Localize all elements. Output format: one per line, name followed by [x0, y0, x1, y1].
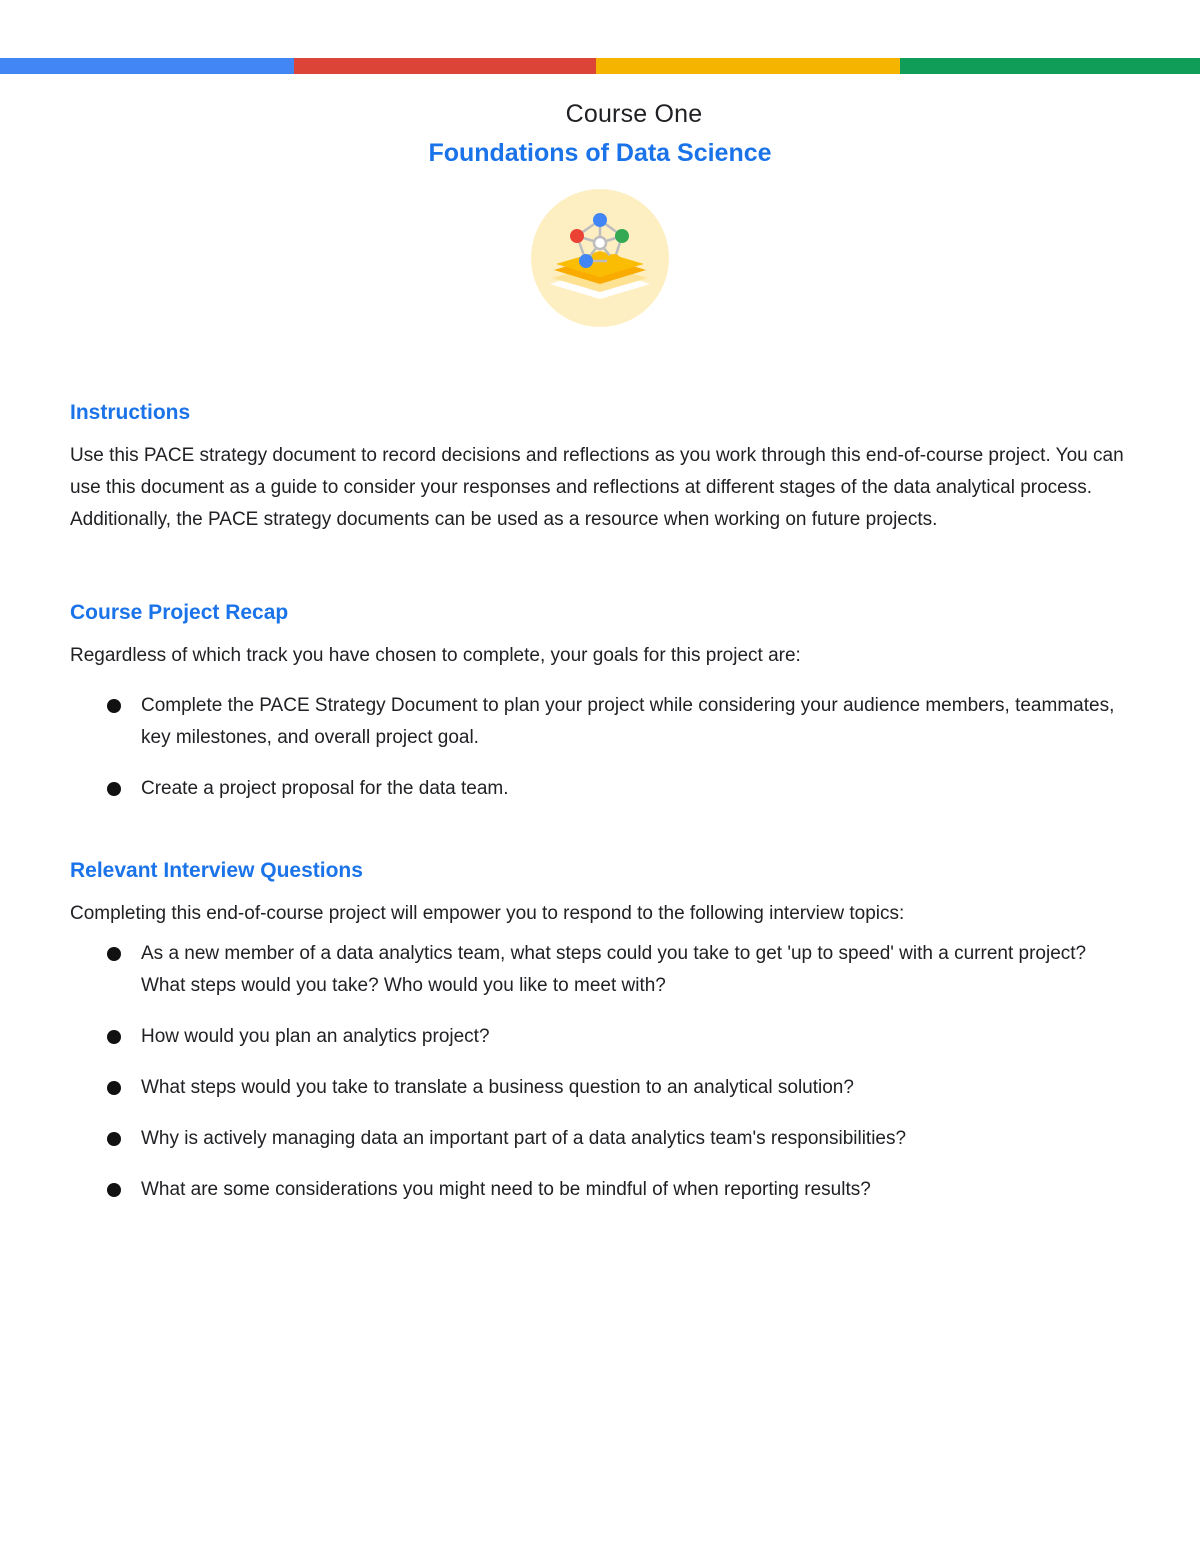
list-item-text: Create a project proposal for the data team. — [141, 778, 509, 799]
instructions-heading: Instructions — [70, 401, 191, 424]
brand-bar-green — [900, 58, 1200, 74]
brand-color-bar — [0, 58, 1200, 74]
list-item-text: Why is actively managing data an important part of a data analytics team's responsibilities? — [141, 1128, 907, 1149]
list-item — [104, 938, 1134, 1002]
list-item — [104, 690, 1134, 754]
brand-bar-red — [294, 58, 596, 74]
list-item — [104, 773, 1134, 805]
list-item — [104, 1072, 1134, 1104]
list-item-text: How would you plan an analytics project? — [141, 1026, 490, 1047]
course-subtitle: Foundations of Data Science — [428, 139, 772, 167]
list-item-text: As a new member of a data analytics team, what steps could you take to get 'up to speed' with a current project? What steps would you take? Who would you like to meet with? — [141, 943, 1087, 996]
list-item — [104, 1123, 1134, 1155]
list-item — [104, 1021, 1134, 1053]
list-item-text: What steps would you take to translate a business question to an analytical solution? — [141, 1077, 854, 1098]
course-title: Course One — [565, 100, 703, 128]
bullet-icon — [107, 1183, 121, 1197]
bullet-icon — [107, 1030, 121, 1044]
list-item-text: Complete the PACE Strategy Document to plan your project while considering your audience members, teammates, key milestones, and overall project goal. — [141, 695, 1115, 748]
bullet-icon — [107, 1081, 121, 1095]
bullet-icon — [107, 699, 121, 713]
list-item — [104, 1174, 1134, 1206]
instructions-body: Use this PACE strategy document to record decisions and reflections as you work through this end-of-course project. You can use this document as a guide to consider your responses and reflections at different stages of the data analytical process. Additionally, the PACE strategy documents can be used as a resource when working on future projects. — [70, 445, 1124, 530]
brand-bar-blue — [0, 58, 294, 74]
brand-bar-yellow — [596, 58, 900, 74]
recap-heading: Course Project Recap — [70, 601, 289, 624]
recap-intro: Regardless of which track you have chosen to complete, your goals for this project are: — [70, 645, 801, 666]
bullet-icon — [107, 947, 121, 961]
interview-intro: Completing this end-of-course project will empower you to respond to the following interview topics: — [70, 903, 905, 924]
bullet-icon — [107, 782, 121, 796]
recap-list — [104, 690, 1134, 805]
interview-heading: Relevant Interview Questions — [70, 859, 363, 882]
data-network-badge-icon — [530, 188, 670, 328]
bullet-icon — [107, 1132, 121, 1146]
interview-list — [104, 938, 1134, 1206]
list-item-text: What are some considerations you might need to be mindful of when reporting results? — [141, 1179, 871, 1200]
